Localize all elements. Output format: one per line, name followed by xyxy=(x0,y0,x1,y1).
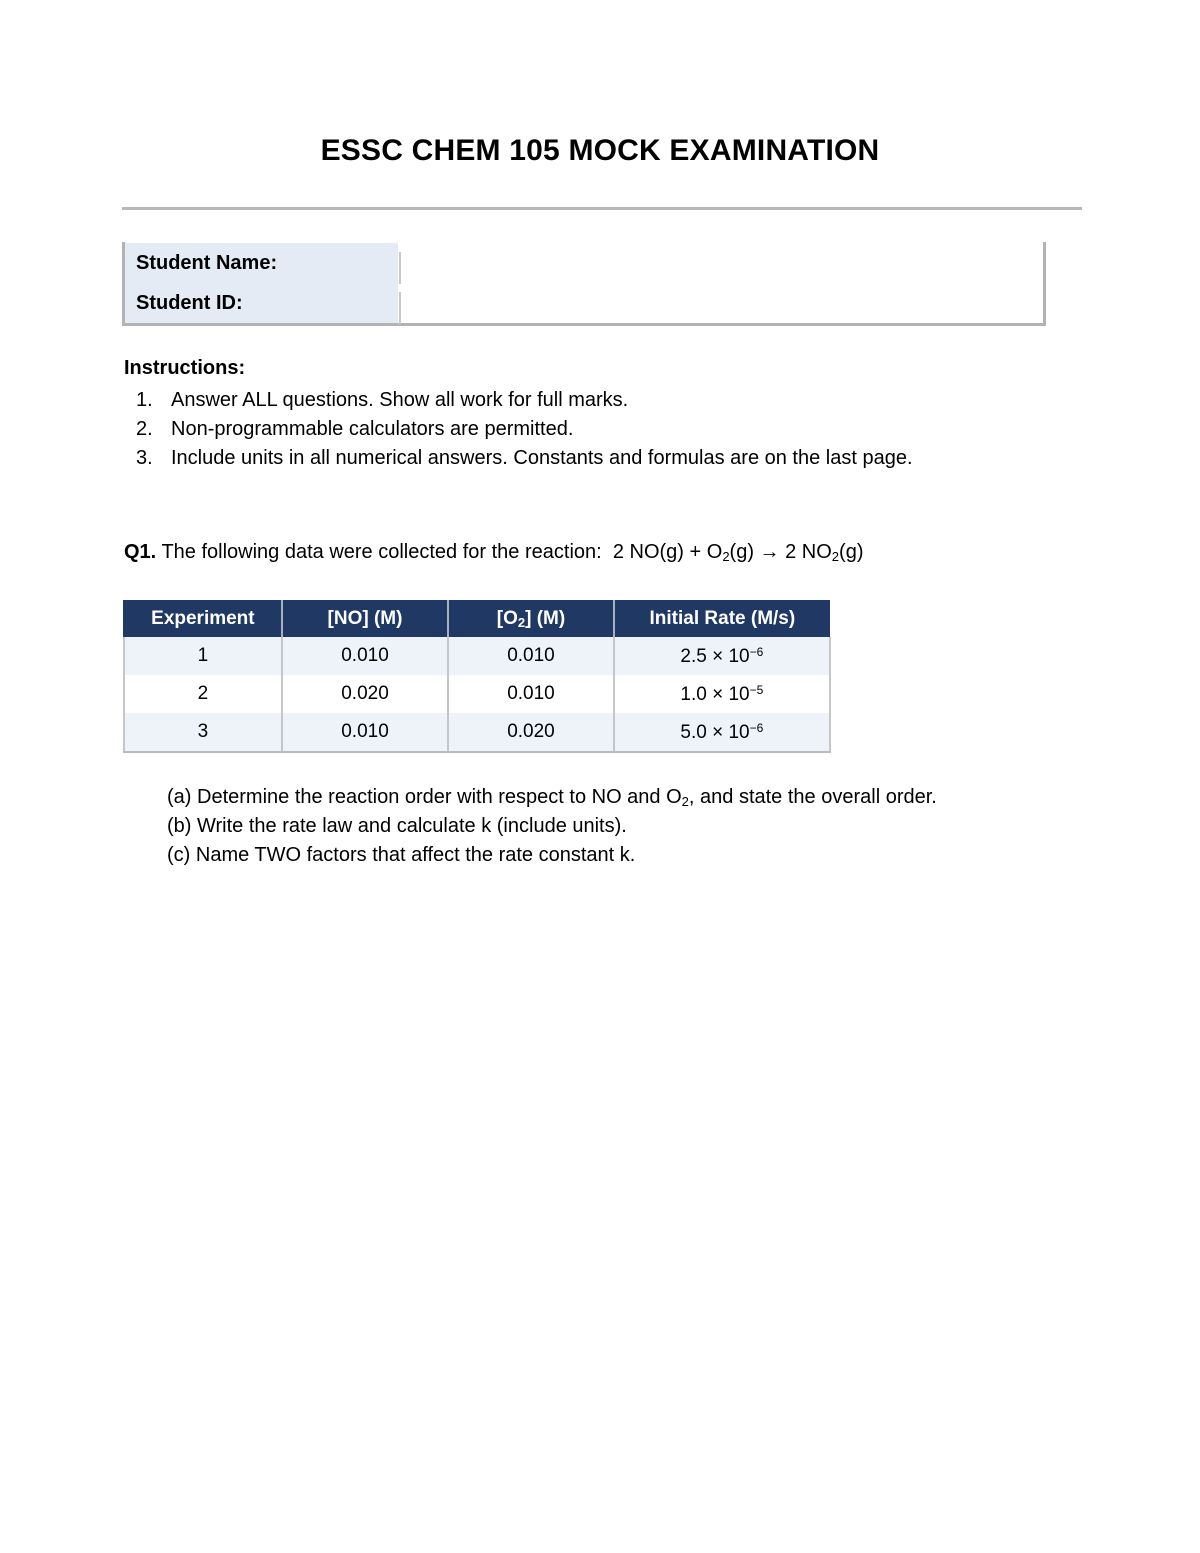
header-no-concentration: [NO] (M) xyxy=(282,600,448,637)
header-experiment: Experiment xyxy=(124,600,282,637)
header-initial-rate: Initial Rate (M/s) xyxy=(614,600,830,637)
cell-o2: 0.010 xyxy=(448,675,613,713)
cell-rate: $5.0 \times 10^{-6}$ xyxy=(614,713,830,752)
question-part-b: (b) Write the rate law and calculate k (include units). xyxy=(167,815,627,837)
cell-rate: $2.5 \times 10^{-6}$ xyxy=(614,637,830,675)
question-number: Q1. xyxy=(124,541,157,563)
cell-no: 0.010 xyxy=(282,637,448,675)
student-id-divider xyxy=(399,292,401,324)
student-name-divider xyxy=(399,252,401,284)
cell-rate: $1.0 \times 10^{-5}$ xyxy=(614,675,830,713)
student-id-field[interactable] xyxy=(407,283,1027,323)
instructions-heading: Instructions: xyxy=(124,357,246,379)
instruction-number: 3. xyxy=(136,447,153,469)
instruction-number: 2. xyxy=(136,418,153,440)
instruction-item xyxy=(124,444,913,473)
cell-no: 0.020 xyxy=(282,675,448,713)
cell-o2: 0.010 xyxy=(448,637,613,675)
student-id-row xyxy=(125,283,1043,323)
cell-o2: 0.020 xyxy=(448,713,613,752)
instruction-text: Non-programmable calculators are permitted. xyxy=(171,418,574,440)
table-row xyxy=(124,637,830,675)
student-info-box xyxy=(122,242,1046,326)
reaction-equation: 2 $NO(g) + O_2(g) \to 2$ $NO_2(g)$ xyxy=(612,541,864,564)
student-name-label: Student Name: xyxy=(125,243,398,283)
table-row xyxy=(124,713,830,752)
header-o2-concentration: $[O_2]$ (M) xyxy=(448,600,613,637)
instruction-number: 1. xyxy=(136,389,153,411)
title-divider xyxy=(122,207,1082,210)
question-text: The following data were collected for the reaction: xyxy=(161,541,602,563)
table-row xyxy=(124,675,830,713)
instruction-text: Answer ALL questions. Show all work for full marks. xyxy=(171,389,629,411)
student-name-row xyxy=(125,243,1043,283)
student-id-label: Student ID: xyxy=(125,283,398,323)
instruction-item xyxy=(124,415,913,444)
question-1-prompt xyxy=(124,541,863,564)
question-1-parts xyxy=(167,783,937,870)
question-part-c: (c) Name TWO factors that affect the rate constant k. xyxy=(167,844,636,866)
instruction-text: Include units in all numerical answers. Constants and formulas are on the last page. xyxy=(171,447,913,469)
question-part-a: (a) Determine the reaction order with respect to NO and $O_2$, and state the overall order. xyxy=(167,786,937,809)
cell-experiment: 3 xyxy=(124,713,282,752)
student-name-field[interactable] xyxy=(407,243,1027,283)
cell-experiment: 2 xyxy=(124,675,282,713)
exam-title: ESSC CHEM 105 MOCK EXAMINATION xyxy=(320,134,880,167)
table-header-row xyxy=(124,600,830,637)
cell-experiment: 1 xyxy=(124,637,282,675)
rate-data-table xyxy=(123,600,831,753)
cell-no: 0.010 xyxy=(282,713,448,752)
instruction-item xyxy=(124,386,913,415)
instructions-list xyxy=(124,386,913,473)
